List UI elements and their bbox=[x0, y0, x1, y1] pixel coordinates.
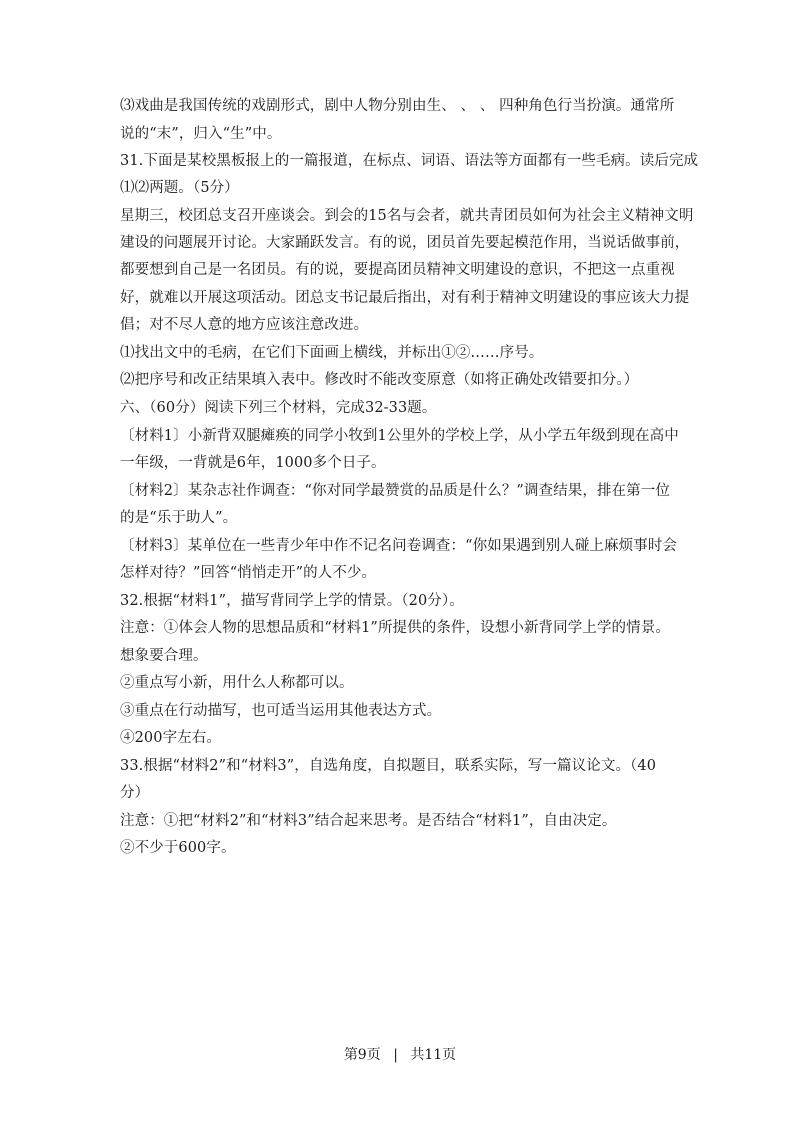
page-total: 共11页 bbox=[410, 1047, 457, 1063]
text-line: ⑵把序号和改正结果填入表中。修改时不能改变原意（如将正确处改错要扣分。） bbox=[120, 372, 639, 388]
text-line: 星期三，校团总支召开座谈会。到会的15名与会者，就共青团员如何为社会主义精神文明 bbox=[120, 208, 694, 224]
footer-separator: | bbox=[393, 1047, 398, 1063]
text-line: 〔材料2〕某杂志社作调查：“你对同学最赞赏的品质是什么？”调查结果，排在第一位 bbox=[120, 483, 670, 499]
text-line: ⑴找出文中的毛病，在它们下面画上横线，并标出①②……序号。 bbox=[120, 345, 544, 361]
text-line: 倡；对不尽人意的地方应该注意改进。 bbox=[120, 317, 369, 333]
page-footer bbox=[0, 1045, 800, 1065]
text-line: ⑶戏曲是我国传统的戏剧形式，剧中人物分别由生、 、 、 四种角色行当扮演。通常所 bbox=[120, 98, 675, 114]
text-line: 想象要合理。 bbox=[120, 648, 208, 664]
text-line: 一年级，一背就是6年，1000多个日子。 bbox=[120, 455, 386, 471]
page-number: 第9页 bbox=[343, 1047, 381, 1063]
text-line: 〔材料3〕某单位在一些青少年中作不记名问卷调查：“你如果遇到别人碰上麻烦事时会 bbox=[120, 538, 678, 554]
text-line: ④200字左右。 bbox=[120, 730, 221, 746]
text-line: 说的“末”，归入“生”中。 bbox=[120, 126, 282, 142]
text-line: ②重点写小新，用什么人称都可以。 bbox=[120, 675, 354, 691]
text-line: 建设的问题展开讨论。大家踊跃发言。有的说，团员首先要起模范作用，当说话做事前， bbox=[120, 235, 690, 251]
text-line: 的是“乐于助人”。 bbox=[120, 510, 238, 526]
text-line: 注意：①体会人物的思想品质和“材料1”所提供的条件，设想小新背同学上学的情景。 bbox=[120, 620, 670, 636]
text-line: 注意：①把“材料2”和“材料3”结合起来思考。是否结合“材料1”，自由决定。 bbox=[120, 813, 617, 829]
text-line: 都要想到自己是一名团员。有的说，要提高团员精神文明建设的意识，不把这一点重视 bbox=[120, 262, 675, 278]
text-line: 〔材料1〕小新背双腿瘫痪的同学小牧到1公里外的学校上学，从小学五年级到现在高中 bbox=[120, 428, 679, 444]
text-line: ⑴⑵两题。（5分） bbox=[120, 180, 239, 196]
text-line: 33.根据“材料2”和“材料3”，自选角度，自拟题目，联系实际，写一篇议论文。（40 bbox=[120, 758, 657, 774]
text-line: 32.根据“材料1”，描写背同学上学的情景。（20分）。 bbox=[120, 593, 464, 609]
text-line: 怎样对待？”回答“悄悄走开”的人不少。 bbox=[120, 565, 377, 581]
text-line: 31.下面是某校黑板报上的一篇报道，在标点、词语、语法等方面都有一些毛病。读后完成 bbox=[120, 153, 699, 169]
text-line: ③重点在行动描写，也可适当运用其他表达方式。 bbox=[120, 703, 442, 719]
section-heading: 六、（60分）阅读下列三个材料，完成32-33题。 bbox=[120, 400, 437, 416]
text-line: 分） bbox=[120, 785, 150, 801]
text-line: ②不少于600字。 bbox=[120, 840, 236, 856]
text-line: 好，就难以开展这项活动。团总支书记最后指出，对有利于精神文明建设的事应该大力提 bbox=[120, 290, 690, 306]
